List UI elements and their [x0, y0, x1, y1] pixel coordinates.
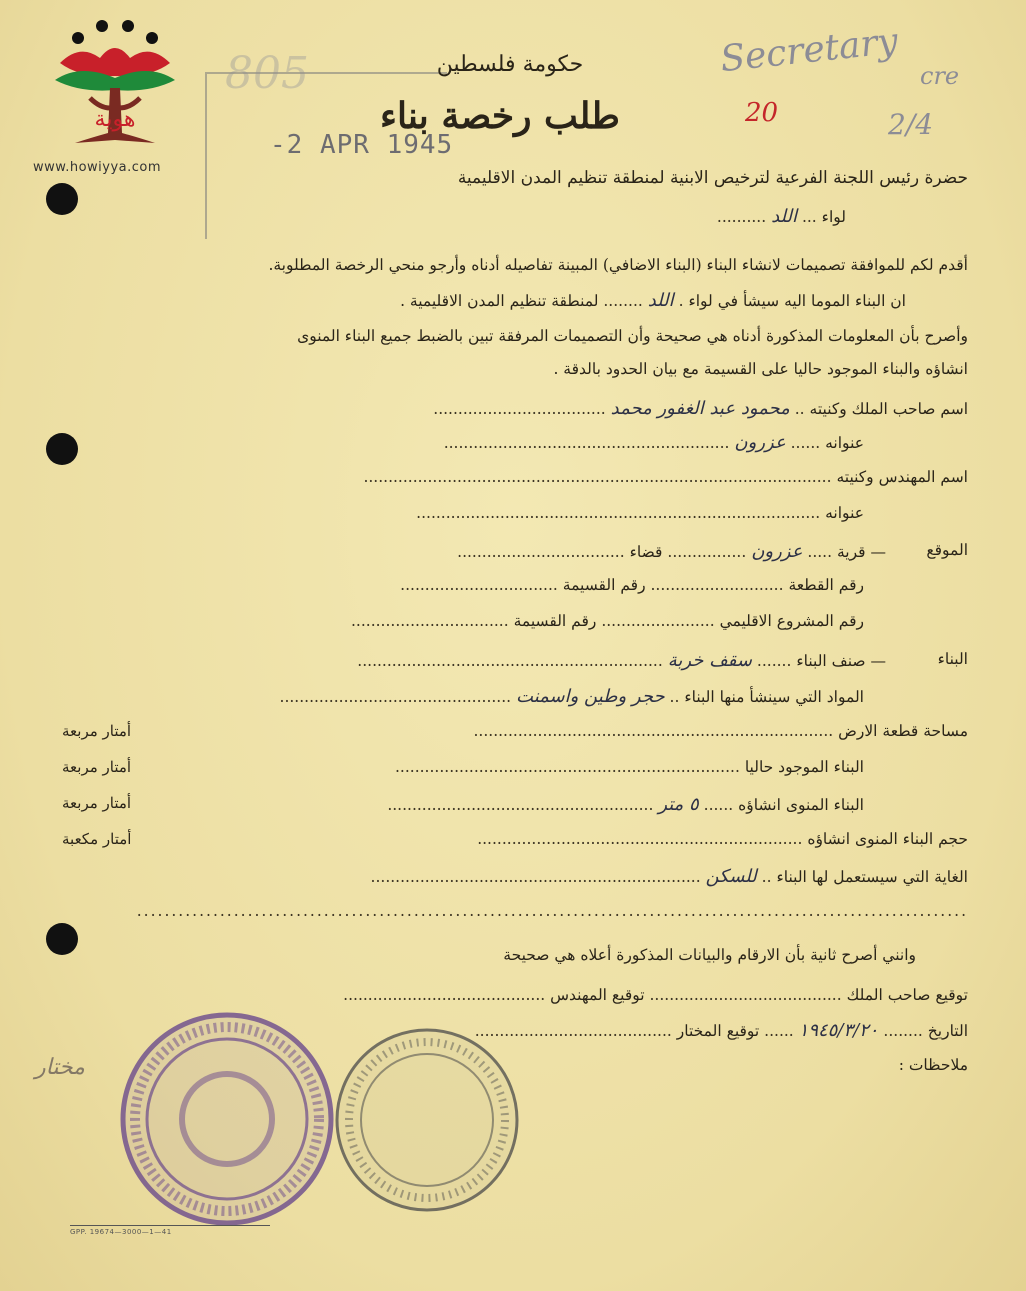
dots: ........: [598, 292, 643, 310]
notes-label: ملاحظات :: [898, 1056, 968, 1074]
form-title: طلب رخصة بناء: [380, 95, 620, 137]
dots: ...............................................................................................: [363, 468, 832, 486]
mukhtar-signature-label: توقيع المختار: [676, 1022, 760, 1040]
para2-start: ان البناء الموما اليه سيشأ في لواء: [688, 292, 906, 310]
village-value: عزرون: [751, 541, 803, 562]
owner-signature-label: توقيع صاحب الملك: [846, 986, 968, 1004]
punch-hole: [46, 923, 78, 955]
dots: ......: [698, 796, 734, 814]
dash: —: [865, 543, 886, 561]
signatures-row: [60, 986, 968, 1004]
addressee-line: حضرة رئيس اللجنة الفرعية لترخيص الابنية لمنطقة تنظيم المدن الاقليمية: [457, 168, 968, 188]
second-declaration: وانني أصرح ثانية بأن الارقام والبيانات المذكورة أعلاه هي صحيحة: [503, 946, 916, 964]
location-label: الموقع: [926, 541, 968, 559]
land-area-label: مساحة قطعة الارض: [838, 722, 968, 740]
official-seal-stamp: [118, 1010, 336, 1228]
dots: ......................................................................: [395, 758, 740, 776]
dots: ........................................: [474, 1022, 672, 1040]
faded-pencil-number: 805: [225, 48, 309, 99]
building-type-value: سقف خربة: [667, 650, 752, 671]
dash: —: [865, 652, 886, 670]
handwritten-signature-left: مختار: [35, 1055, 85, 1080]
logo-text: هوية: [94, 107, 136, 132]
volume-label: حجم البناء المنوى انشاؤه: [807, 830, 968, 848]
unit-sqm: أمتار مربعة: [62, 758, 132, 776]
pencil-annotation-number: 2/4: [888, 108, 934, 141]
dots: ...........................: [645, 576, 784, 594]
dots: .......................: [596, 612, 715, 630]
howiyya-logo: [40, 8, 190, 183]
dots: ..................................................................................: [416, 504, 821, 522]
dots: ..........................................................: [443, 434, 730, 452]
unit-sqm: أمتار مربعة: [62, 722, 132, 740]
government-heading: حكومة فلسطين: [436, 52, 584, 77]
date-value: ١٩٤٥/٣/٢٠: [798, 1020, 879, 1041]
existing-building-row: [395, 758, 864, 776]
blank-dotted-line: ........................................................................................................................: [136, 902, 968, 920]
paragraph-request: أقدم لكم للموافقة تصميمات لانشاء البناء (البناء الاضافي) المبينة تفاصيله أدناه وأرجو منحي الرخصة المطلوبة.: [268, 256, 968, 274]
regional-project-row: [351, 612, 864, 630]
owner-address-label: عنوانه: [825, 434, 864, 452]
mukhtar-seal-stamp: [332, 1025, 522, 1215]
building-type-label: صنف البناء: [796, 652, 866, 670]
dots: ...................................................................: [370, 868, 701, 886]
dots: ..: [756, 868, 772, 886]
dots: ......: [785, 434, 821, 452]
unit-cbm: أمتار مكعبة: [62, 830, 132, 848]
subdistrict-label: قضاء: [629, 543, 663, 561]
dots: ................: [662, 543, 747, 561]
owner-name-label: اسم صاحب الملك وكنيته: [809, 400, 968, 418]
paragraph-location: [400, 290, 906, 311]
dots: ..................................................................: [477, 830, 803, 848]
land-area-row: [474, 722, 969, 740]
date-received-stamp: -2 APR 1945: [270, 130, 454, 160]
dots: ..: [789, 400, 805, 418]
engineer-address-row: [416, 504, 864, 522]
dots: ...............................................: [279, 688, 512, 706]
materials-label: المواد التي سينشأ منها البناء: [684, 688, 864, 706]
dots: .......................................: [644, 986, 842, 1004]
dots: ................................: [350, 612, 509, 630]
pencil-annotation-secretary: Secretary: [718, 20, 900, 81]
dots: ..............................................................: [357, 652, 663, 670]
para2-end: لمنطقة تنظيم المدن الاقليمية .: [400, 292, 599, 310]
date-label: التاريخ: [927, 1022, 968, 1040]
dots: ...: [801, 208, 817, 226]
purpose-row: [60, 866, 968, 887]
punch-hole: [46, 183, 78, 215]
purpose-value: للسكن: [705, 866, 757, 887]
punch-hole: [46, 433, 78, 465]
engineer-name-row: [60, 468, 968, 486]
dots: .........................................................................: [473, 722, 834, 740]
plot-label: رقم القطعة: [788, 576, 864, 594]
volume-row: [477, 830, 968, 848]
owner-address-value: عزرون: [734, 432, 786, 453]
owner-name-row: [60, 398, 968, 419]
engineer-signature-label: توقيع المهندس: [550, 986, 645, 1004]
building-label: البناء: [937, 650, 968, 668]
dots: ......................................................: [387, 796, 654, 814]
materials-value: حجر وطين واسمنت: [516, 686, 665, 707]
dots: .....: [802, 543, 833, 561]
village-row: [457, 541, 886, 562]
print-code: GPP. 19674—3000—1—41: [70, 1225, 270, 1236]
proposed-building-label: البناء المنوى انشاؤه: [738, 796, 864, 814]
engineer-name-label: اسم المهندس وكنيته: [836, 468, 968, 486]
dots: ................................: [400, 576, 558, 594]
dots: .........................................: [343, 986, 546, 1004]
owner-name-value: محمود عبد الغفور محمد: [610, 398, 790, 419]
pencil-annotation-sub: cre: [920, 62, 960, 90]
para2-value: اللد: [647, 290, 674, 311]
parcel-label: رقم القسيمة: [562, 576, 646, 594]
red-ink-number: 20: [745, 98, 779, 128]
paragraph-declaration-2: انشاؤه والبناء الموجود حاليا على القسيمة مع بيان الحدود بالدقة .: [553, 360, 968, 378]
watermark-url[interactable]: www.howiyya.com: [33, 160, 162, 175]
unit-sqm: أمتار مربعة: [62, 794, 132, 812]
proposed-building-row: [387, 794, 864, 815]
dots: ........: [878, 1022, 923, 1040]
materials-row: [280, 686, 864, 707]
owner-address-row: [444, 432, 864, 453]
purpose-label: الغاية التي سيستعمل لها البناء: [776, 868, 968, 886]
district-label: لواء: [821, 208, 846, 226]
regional-project-label: رقم المشروع الاقليمي: [719, 612, 864, 630]
engineer-address-label: عنوانه: [825, 504, 864, 522]
district-value: اللد: [771, 206, 798, 227]
dots: .: [673, 292, 684, 310]
dots: .......: [751, 652, 792, 670]
dots: ..........: [716, 208, 767, 226]
dots: ......: [759, 1022, 794, 1040]
dots: ..................................: [457, 543, 625, 561]
building-type-row: [357, 650, 886, 671]
existing-building-label: البناء الموجود حاليا: [744, 758, 864, 776]
parcel-label-2: رقم القسيمة: [513, 612, 597, 630]
dots: ..: [664, 688, 680, 706]
paragraph-declaration-1: وأصرح بأن المعلومات المذكورة أدناه هي صحيحة وأن التصميمات المرفقة تبين بالضبط جميع البناء المنوى: [297, 327, 968, 345]
proposed-building-value: ٥ متر: [658, 794, 699, 815]
plot-row: [400, 576, 864, 594]
village-label: قرية: [836, 543, 866, 561]
dots: ...................................: [433, 400, 606, 418]
district-row: [717, 206, 846, 227]
